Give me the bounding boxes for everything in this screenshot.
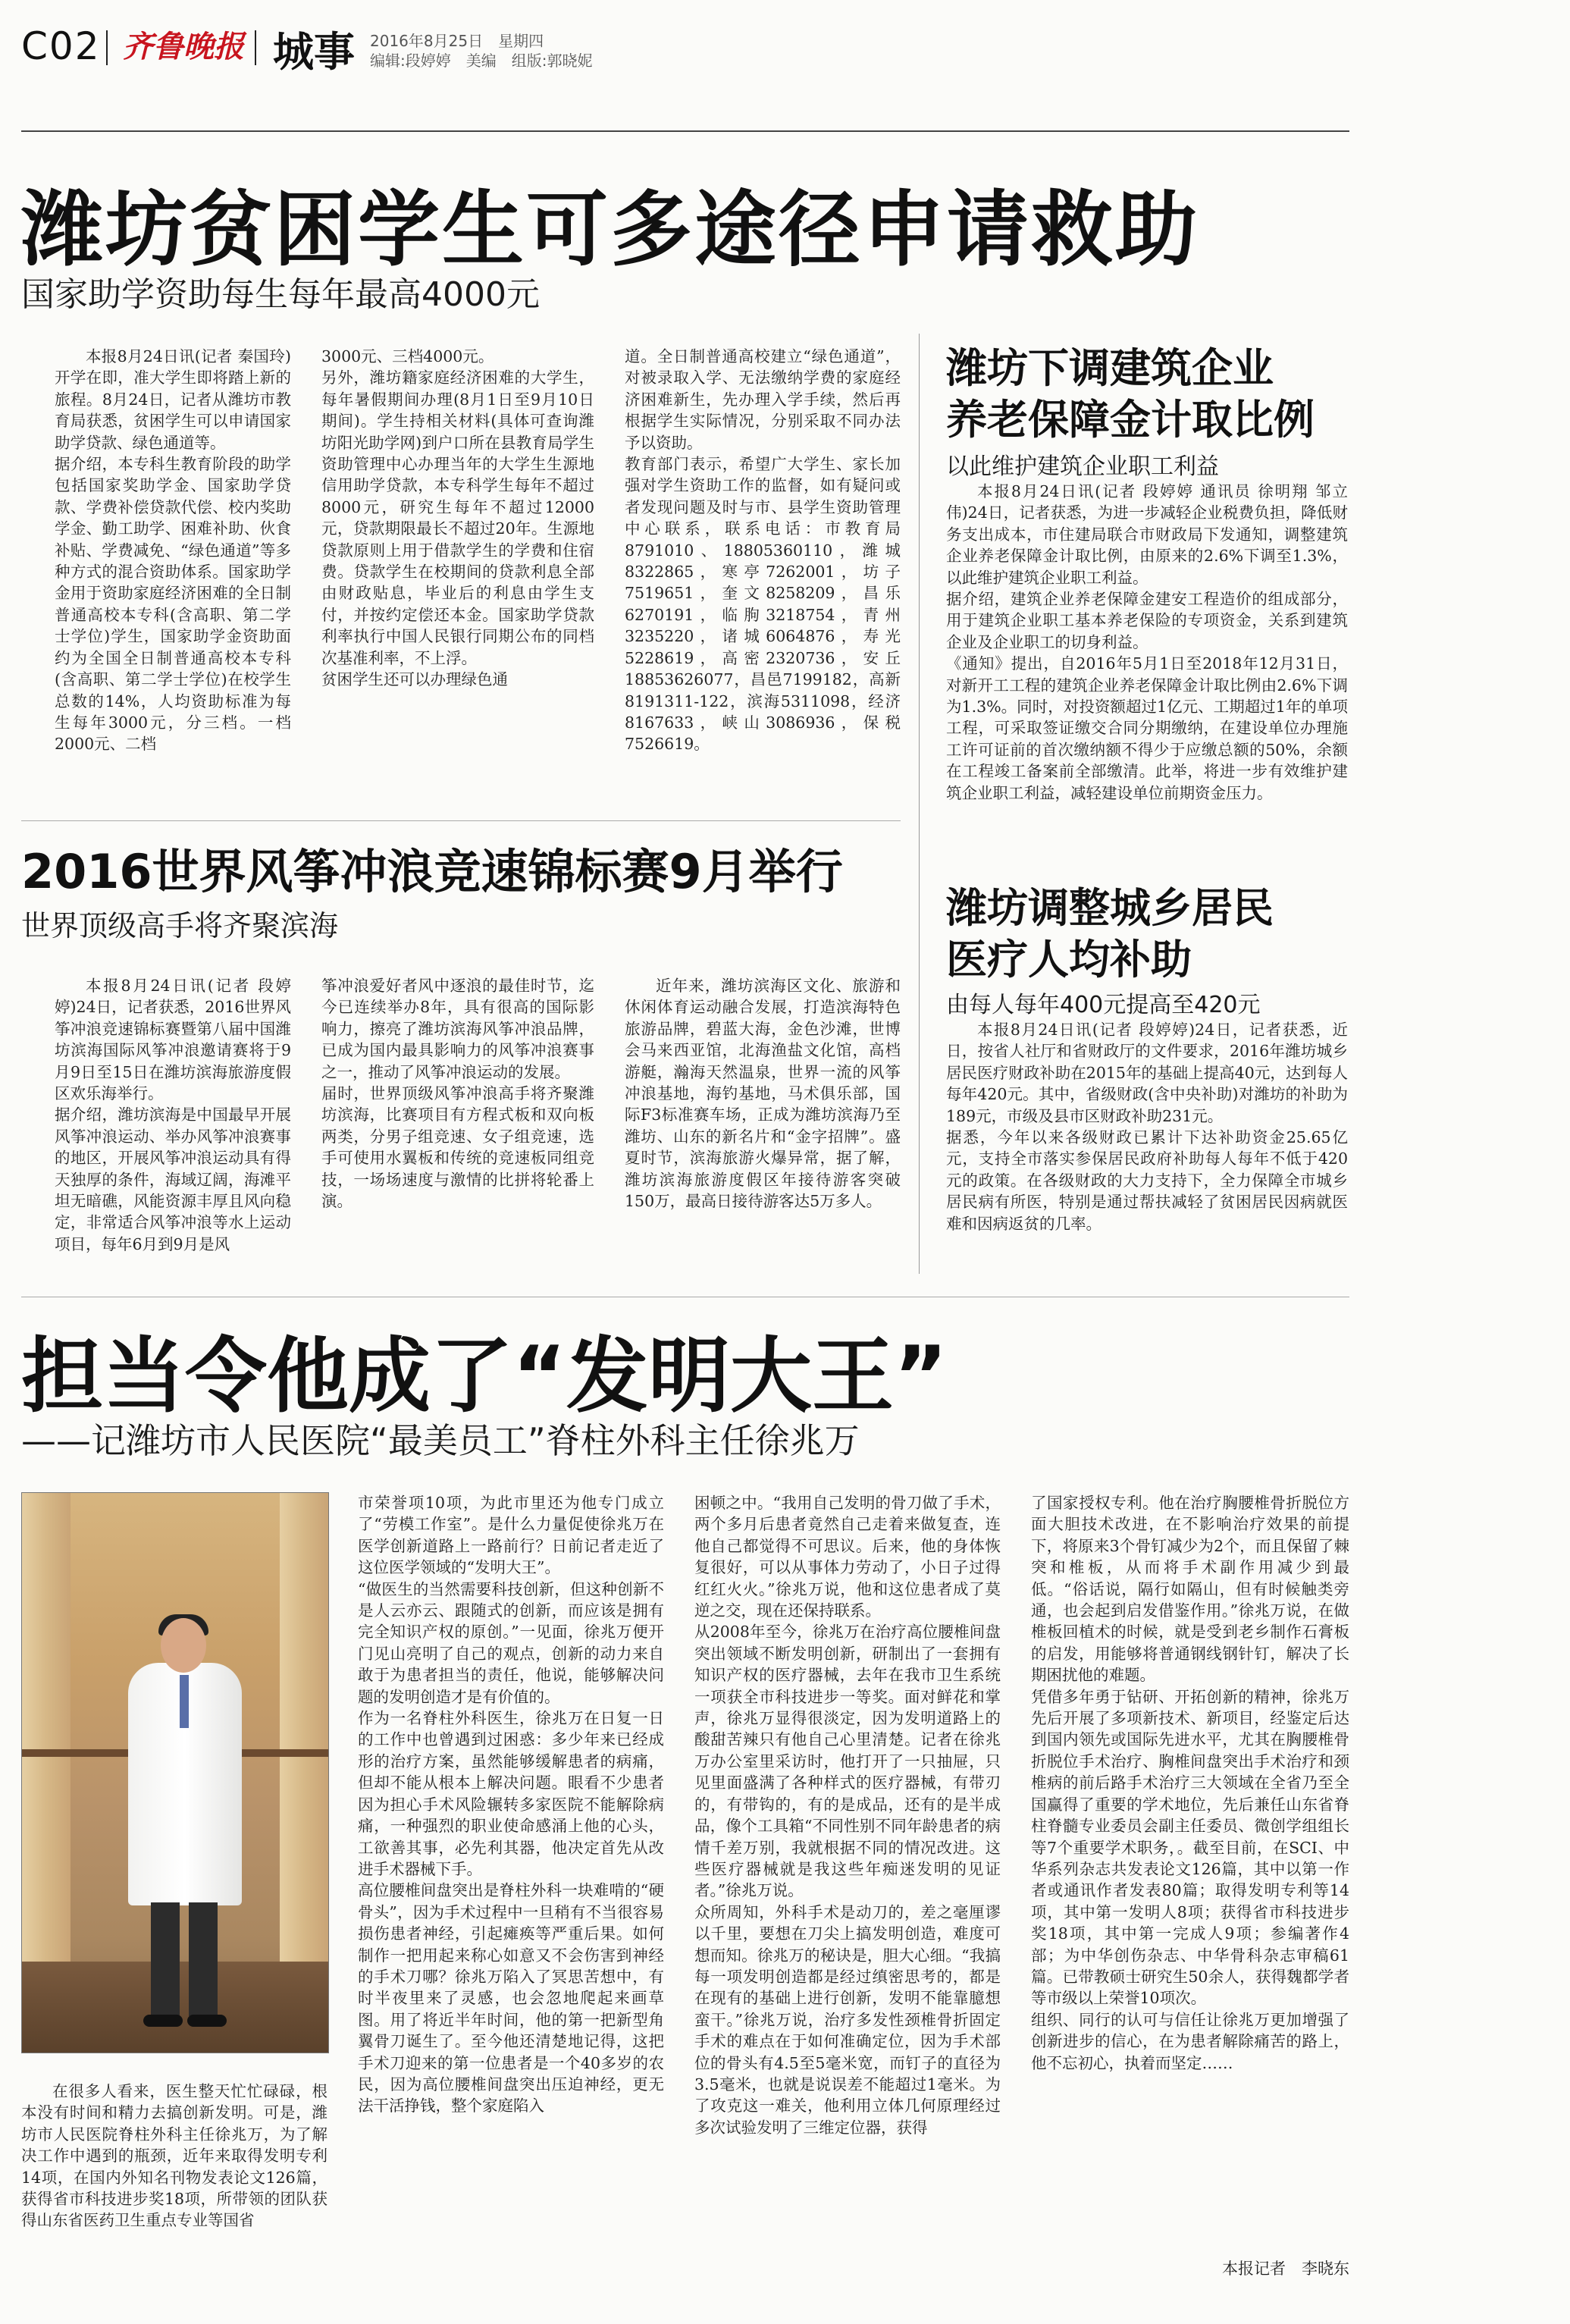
paragraph: 本报8月24日讯(记者 段婷婷 通讯员 徐明翔 邹立伟)24日，记者获悉，为进一步减轻企业税费负担，降低财务支出成本，市住建局联合市财政局下发通知，调整建筑企业养老保障金计取比例，由原来的2.6%下调至1.3%，以此维护建筑企业职工利益。 据介绍，建筑企业养老保障金建安工程造价的组成部分，用于建筑企业职工基本养老保险的专项资金，关系到建筑企业及企业职工的切身利益。 《通知》提出，自2016年5月1日至2018年12月31日，对新开工工程的建筑企业养老保障金计取比例由2.6%下调为1.3%。同时，对投资额超过1亿元、工期超过1年的单项工程，可采取签证缴交合同分期缴纳，在建设单位办理施工许可证前的首次缴纳额不得少于应缴总额的50%，余额在工程竣工备案前全部缴清。此举，将进一步有效维护建筑企业职工利益，减轻建设单位前期资金压力。 bbox=[946, 482, 1348, 802]
story-divider bbox=[21, 820, 901, 821]
story3-column-2 bbox=[321, 975, 594, 1278]
headline-line: 潍坊下调建筑企业 bbox=[946, 344, 1274, 392]
date-line: 2016年8月25日 星期四 bbox=[370, 32, 544, 50]
story5-column-4 bbox=[1031, 1492, 1349, 2250]
story5-byline: 本报记者 李晓东 bbox=[1222, 2260, 1349, 2278]
paragraph: 困顿之中。“我用自己发明的骨刀做了手术，两个多月后患者竟然自己走着来做复查，连他自己都觉得不可思议。后来，他的身体恢复很好，可以从事体力劳动了，小日子过得红红火火。”徐兆万说，他和这位患者成了莫逆之交，现在还保持联系。 从2008年至今，徐兆万在治疗高位腰椎间盘突出领域不断发明创新，研制出了一套拥有知识产权的医疗器械，去年在我市卫生系统一项获全市科技进步一等奖。面对鲜花和掌声，徐兆万显得很淡定，因为发明道路上的酸甜苦辣只有他自己心里清楚。记者在徐兆万办公室里采访时，他打开了一只抽屉，只见里面盛满了各种样式的医疗器械，有带刃的，有带钩的，有的是成品，还有的是半成品，像个工具箱“不同性别不同年龄患者的病情千差万别，我就根据不同的情况改进。这些医疗器械就是我这些年痴迷发明的见证者。”徐兆万说。 众所周知，外科手术是动刀的，差之毫厘谬以千里，要想在刀尖上搞发明创造，难度可想而知。徐兆万的秘诀是，胆大心细。“我搞每一项发明创造都是经过缜密思考的，都是在现有的基础上进行创新，发明不能靠臆想蛮干。”徐兆万说，治疗多发性颈椎骨折固定手术的难点在于如何准确定位，因为手术部位的骨头有4.5至5毫米宽，而钉子的直径为3.5毫米，也就是说误差不能超过1毫米。为了攻克这一难关，他利用立体几何原理经过多次试验发明了三维定位器，获得 bbox=[694, 1494, 1001, 2137]
paragraph: 本报8月24日讯(记者 段婷婷)24日，记者获悉，近日，按省人社厅和省财政厅的文件要求，2016年潍坊城乡居民医疗财政补助在2015年的基础上提高40元，达到每人每年420元。其中，省级财政(含中央补助)对潍坊的补助为189元，市级及县市区财政补助231元。 据悉，今年以来各级财政已累计下达补助资金25.65亿元，支持全市落实参保居民政府补助每人每年不低于420元的政策。在各级财政的大力支持下，全力保障全市城乡居民病有所医，特别是通过帮扶减轻了贫困居民因病就医难和因病返贫的几率。 bbox=[946, 1021, 1348, 1233]
story5-column-2 bbox=[358, 1492, 664, 2281]
paragraph: 3000元、三档4000元。 另外，潍坊籍家庭经济困难的大学生，每年暑假期间办理(8月1日至9月10日期间)。学生持相关材料(具体可查询潍坊阳光助学网)到户口所在县教育局学生资助管理中心办理当年的大学生生源地信用助学贷款，本专科学生每年不超过8000元，研究生每年不超过12000元，贷款期限最长不超过20年。生源地贷款原则上用于借款学生的学费和住宿费。贷款学生在校期间的贷款利息全部由财政贴息，毕业后的利息由学生支付，并按约定偿还本金。国家助学贷款利率执行中国人民银行同期公布的同档次基准利率，不上浮。 贫困学生还可以办理绿色通 bbox=[321, 347, 594, 689]
story5-column-3 bbox=[694, 1492, 1001, 2281]
column-divider bbox=[919, 334, 920, 1274]
story1-headline: 潍坊贫困学生可多途径申请救助 bbox=[21, 183, 1200, 278]
story4-headline bbox=[946, 883, 1274, 986]
paragraph: 筝冲浪爱好者风中逐浪的最佳时节，迄今已连续举办8年，具有很高的国际影响力，擦亮了潍坊滨海风筝冲浪品牌，已成为国内最具影响力的风筝冲浪赛事之一，推动了风筝冲浪运动的发展。 届时，世界顶级风筝冲浪高手将齐聚潍坊滨海，比赛项目有方程式板和双向板两类，分男子组竞速、女子组竞速，选手可使用水翼板和传统的竞速板同组竞技，一场场速度与激情的比拼将轮番上演。 bbox=[321, 977, 594, 1211]
story3-column-1 bbox=[55, 975, 291, 1278]
story1-column-2 bbox=[321, 346, 594, 767]
headline-line: 潍坊调整城乡居民 bbox=[946, 884, 1274, 932]
paragraph: 在很多人看来，医生整天忙忙碌碌，根本没有时间和精力去搞创新发明。可是，潍坊市人民医院脊柱外科主任徐兆万，为了解决工作中遇到的瓶颈，近年来取得发明专利14项，在国内外知名刊物发表论文126篇，获得省市科技进步奖18项，所带领的团队获得山东省医药卫生重点专业等国省 bbox=[21, 2082, 327, 2230]
paragraph: 本报8月24日讯(记者 段婷婷)24日，记者获悉，2016世界风筝冲浪竞速锦标赛暨第八届中国潍坊滨海国际风筝冲浪邀请赛将于9月9日至15日在潍坊滨海旅游度假区欢乐海举行。 据介绍，潍坊滨海是中国最早开展风筝冲浪运动、举办风筝冲浪赛事的地区，开展风筝冲浪运动具有得天独厚的条件，海域辽阔，海滩平坦无暗礁，风能资源丰厚且风向稳定，非常适合风筝冲浪等水上运动项目，每年6月到9月是风 bbox=[55, 977, 291, 1253]
masthead-divider bbox=[106, 30, 108, 65]
doctor-photo bbox=[21, 1492, 329, 2053]
story3-headline: 2016世界风筝冲浪竞速锦标赛9月举行 bbox=[21, 844, 843, 899]
paragraph: 了国家授权专利。他在治疗胸腰椎骨折脱位方面大胆技术改进，在不影响治疗效果的前提下，将原来3个骨钉减少为2个，而且保留了棘突和椎板，从而将手术副作用减少到最低。“俗话说，隔行如隔山，但有时候触类旁通，也会起到启发借鉴作用。”徐兆万说，在做椎板回植术的时候，就是受到老乡制作石膏板的启发，用能够将普通钢线钢针钉，解决了长期困扰他的难题。 凭借多年勇于钻研、开拓创新的精神，徐兆万先后开展了多项新技术、新项目，经鉴定后达到国内领先或国际先进水平，尤其在胸腰椎骨折脱位手术治疗、胸椎间盘突出手术治疗和颈椎病的前后路手术治疗三大领域在全省乃至全国赢得了重要的学术地位，先后兼任山东省脊柱脊髓专业委员会副主任委员、微创学组组长等7个重要学术职务，。截至目前，在SCI、中华系列杂志共发表论文126篇，其中以第一作者或通讯作者发表80篇；取得发明专利等14项，其中第一发明人8项；获得省市科技进步奖18项，其中第一完成人9项；参编著作4部；为中华创伤杂志、中华骨科杂志审稿61篇。已带教硕士研究生50余人，获得魏都学者等市级以上荣誉10项次。 组织、同行的认可与信任让徐兆万更加增强了创新进步的信心，在为患者解除痛苦的路上，他不忘初心，执着而坚定…… bbox=[1031, 1494, 1349, 2072]
headline-line: 医疗人均补助 bbox=[946, 936, 1192, 983]
story2-headline bbox=[946, 343, 1315, 446]
story1-column-1 bbox=[55, 346, 291, 767]
masthead-divider bbox=[255, 30, 256, 65]
top-rule bbox=[21, 130, 1349, 132]
story5-subhead: ——记潍坊市人民医院“最美员工”脊柱外科主任徐兆万 bbox=[21, 1420, 860, 1461]
paragraph: 道。全日制普通高校建立“绿色通道”，对被录取入学、无法缴纳学费的家庭经济困难新生，先办理入学手续，然后再根据学生实际情况，分别采取不同办法予以资助。 教育部门表示，希望广大学生、家长加强对学生资助工作的监督，如有疑问或者发现问题及时与市、县学生资助管理中心联系，联系电话：市教育局8791010、18805360110，潍城8322865，寒亭7262001，坊子7519651，奎文8258209，昌乐6270191，临朐3218754，青州3235220，诸城6064876，寿光5228619，高密2320736，安丘18853626077，昌邑7199182，高新8191311-122，滨海5311098，经济8167633，峡山3086936，保税7526619。 bbox=[625, 347, 901, 754]
story3-subhead: 世界顶级高手将齐聚滨海 bbox=[21, 909, 339, 942]
paper-logo: 齐鲁晚报 bbox=[123, 29, 244, 64]
story5-headline: 担当令他成了“发明大王” bbox=[21, 1329, 948, 1424]
story2-body bbox=[946, 481, 1348, 867]
story1-subhead: 国家助学资助每生每年最高4000元 bbox=[21, 275, 540, 314]
paragraph: 本报8月24日讯(记者 秦国玲)开学在即，准大学生即将踏上新的旅程。8月24日，记者从潍坊市教育局获悉，贫困学生可以申请国家助学贷款、绿色通道等。 据介绍，本专科生教育阶段的助学包括国家奖助学金、国家助学贷款、学费补偿贷款代偿、校内奖助学金、勤工助学、困难补助、伙食补贴、学费减免、“绿色通道”等多种方式的混合资助体系。国家助学金用于资助家庭经济困难的全日制普通高校本专科(含高职、第二学士学位)学生，国家助学金资助面约为全国全日制普通高校本专科(含高职、第二学士学位)在校学生总数的14%，人均资助标准为每生每年3000元，分三档。一档2000元、二档 bbox=[55, 347, 291, 754]
page-number: C02 bbox=[21, 24, 101, 68]
story4-body bbox=[946, 1019, 1348, 1281]
editors-line: 编辑:段婷婷 美编 组版:郭晓妮 bbox=[370, 52, 593, 70]
section-title: 城事 bbox=[273, 27, 355, 76]
paragraph: 市荣誉项10项，为此市里还为他专门成立了“劳模工作室”。是什么力量促使徐兆万在医学创新道路上一路前行？日前记者走近了这位医学领域的“发明大王”。 “做医生的当然需要科技创新，但这种创新不是人云亦云、跟随式的创新，而应该是拥有完全知识产权的原创。”一见面，徐兆万便开门见山亮明了自己的观点，创新的动力来自敢于为患者担当的责任，他说，能够解决问题的发明创造才是有价值的。 作为一名脊柱外科医生，徐兆万在日复一日的工作中也曾遇到过困惑：多少年来已经成形的治疗方案，虽然能够缓解患者的病痛，但却不能从根本上解决问题。眼看不少患者因为担心手术风险辗转多家医院不能解除病痛，一种强烈的职业使命感涌上他的心头，工欲善其事，必先利其器，他决定首先从改进手术器械下手。 高位腰椎间盘突出是脊柱外科一块难啃的“硬骨头”，因为手术过程中一旦稍有不当很容易损伤患者神经，引起瘫痪等严重后果。如何制作一把用起来称心如意又不会伤害到神经的手术刀哪？徐兆万陷入了冥思苦想中，有时半夜里来了灵感，也会忽地爬起来画草图。用了将近半年时间，他的第一把新型角翼骨刀诞生了。至今他还清楚地记得，这把手术刀迎来的第一位患者是一个40多岁的农民，因为高位腰椎间盘突出压迫神经，更无法干活挣钱，整个家庭陷入 bbox=[358, 1494, 664, 2115]
story2-subhead: 以此维护建筑企业职工利益 bbox=[946, 453, 1219, 480]
story3-column-3 bbox=[625, 975, 901, 1278]
story4-subhead: 由每人每年400元提高至420元 bbox=[946, 992, 1261, 1018]
headline-line: 养老保障金计取比例 bbox=[946, 396, 1315, 444]
story1-column-3 bbox=[625, 346, 901, 767]
story5-column-1 bbox=[21, 2081, 327, 2263]
paragraph: 近年来，潍坊滨海区文化、旅游和休闲体育运动融合发展，打造滨海特色旅游品牌，碧蓝大海，金色沙滩，世博会马来西亚馆，北海渔盐文化馆，高档游艇，瀚海天然温泉，世界一流的风筝冲浪基地，海钓基地，马术俱乐部，国际F3标准赛车场，正成为潍坊滨海乃至潍坊、山东的新名片和“金字招牌”。盛夏时节，滨海旅游火爆异常，据了解，潍坊滨海旅游度假区年接待游客突破150万，最高日接待游客达5万多人。 bbox=[625, 977, 901, 1211]
